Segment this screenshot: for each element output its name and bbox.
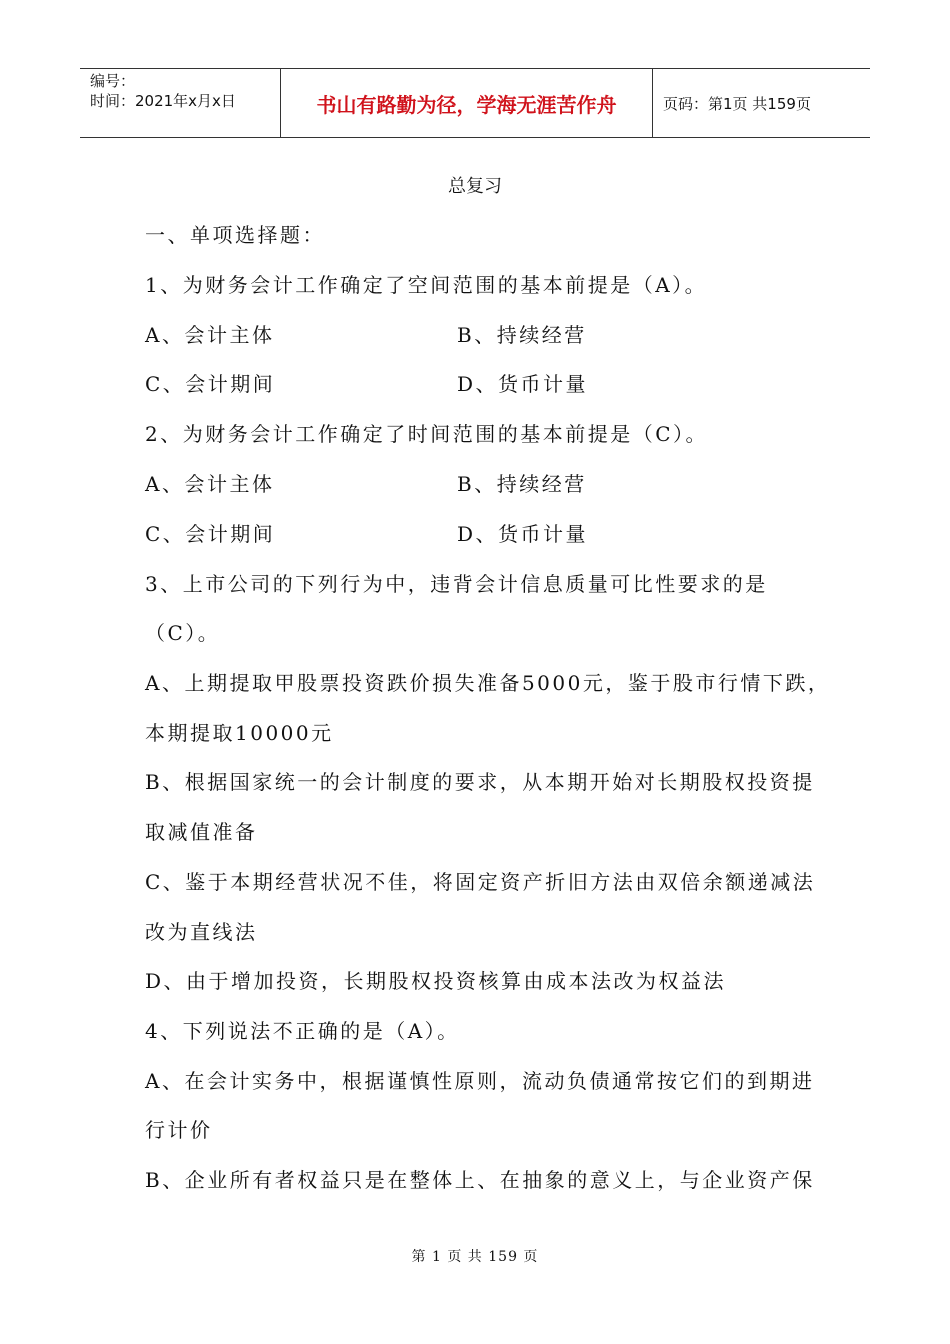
- q3-option-b-line2: 取减值准备: [145, 820, 258, 844]
- q1-option-a: A、会计主体: [145, 323, 275, 347]
- q3-option-b-line1: B、根据国家统一的会计制度的要求，从本期开始对长期股权投资提: [145, 770, 815, 794]
- q1-option-c: C、会计期间: [145, 372, 276, 396]
- page-title: 总复习: [448, 176, 502, 197]
- q2-stem: 2、为财务会计工作确定了时间范围的基本前提是（C）。: [145, 422, 709, 446]
- q3-option-a-line1: A、上期提取甲股票投资跌价损失准备5000元，鉴于股市行情下跌，: [145, 671, 831, 695]
- section-heading: 一、单项选择题：: [145, 223, 325, 247]
- q4-option-a-line1: A、在会计实务中，根据谨慎性原则，流动负债通常按它们的到期进: [145, 1069, 815, 1093]
- document-header: [80, 68, 870, 138]
- date-label: 时间：2021年x月x日: [90, 92, 236, 110]
- q3-option-d-line1: D、由于增加投资，长期股权投资核算由成本法改为权益法: [145, 969, 727, 993]
- q1-stem: 1、为财务会计工作确定了空间范围的基本前提是（A）。: [145, 273, 708, 297]
- number-label: 编号：: [90, 72, 136, 90]
- header-slogan: 书山有路勤为径，学海无涯苦作舟: [281, 69, 653, 137]
- q1-option-b: B、持续经营: [457, 323, 587, 347]
- q3-option-c-line1: C、鉴于本期经营状况不佳，将固定资产折旧方法由双倍余额递减法: [145, 870, 816, 894]
- q4-stem: 4、下列说法不正确的是（A）。: [145, 1019, 460, 1043]
- q4-option-a-line2: 行计价: [145, 1118, 213, 1142]
- q1-option-d: D、货币计量: [457, 372, 589, 396]
- page-footer: 第 1 页 共 159 页: [411, 1249, 539, 1265]
- header-page-info: 页码：第1页 共159页: [663, 94, 811, 113]
- q2-option-c: C、会计期间: [145, 522, 276, 546]
- q3-option-c-line2: 改为直线法: [145, 920, 258, 944]
- header-meta: [80, 69, 281, 137]
- q3-stem-line1: 3、上市公司的下列行为中，违背会计信息质量可比性要求的是: [145, 572, 768, 596]
- q4-option-b-line1: B、企业所有者权益只是在整体上、在抽象的意义上，与企业资产保: [145, 1168, 815, 1192]
- q2-option-b: B、持续经营: [457, 472, 587, 496]
- q3-option-a-line2: 本期提取10000元: [145, 721, 334, 745]
- q2-option-d: D、货币计量: [457, 522, 589, 546]
- q3-stem-line2: （C）。: [145, 621, 221, 645]
- q2-option-a: A、会计主体: [145, 472, 275, 496]
